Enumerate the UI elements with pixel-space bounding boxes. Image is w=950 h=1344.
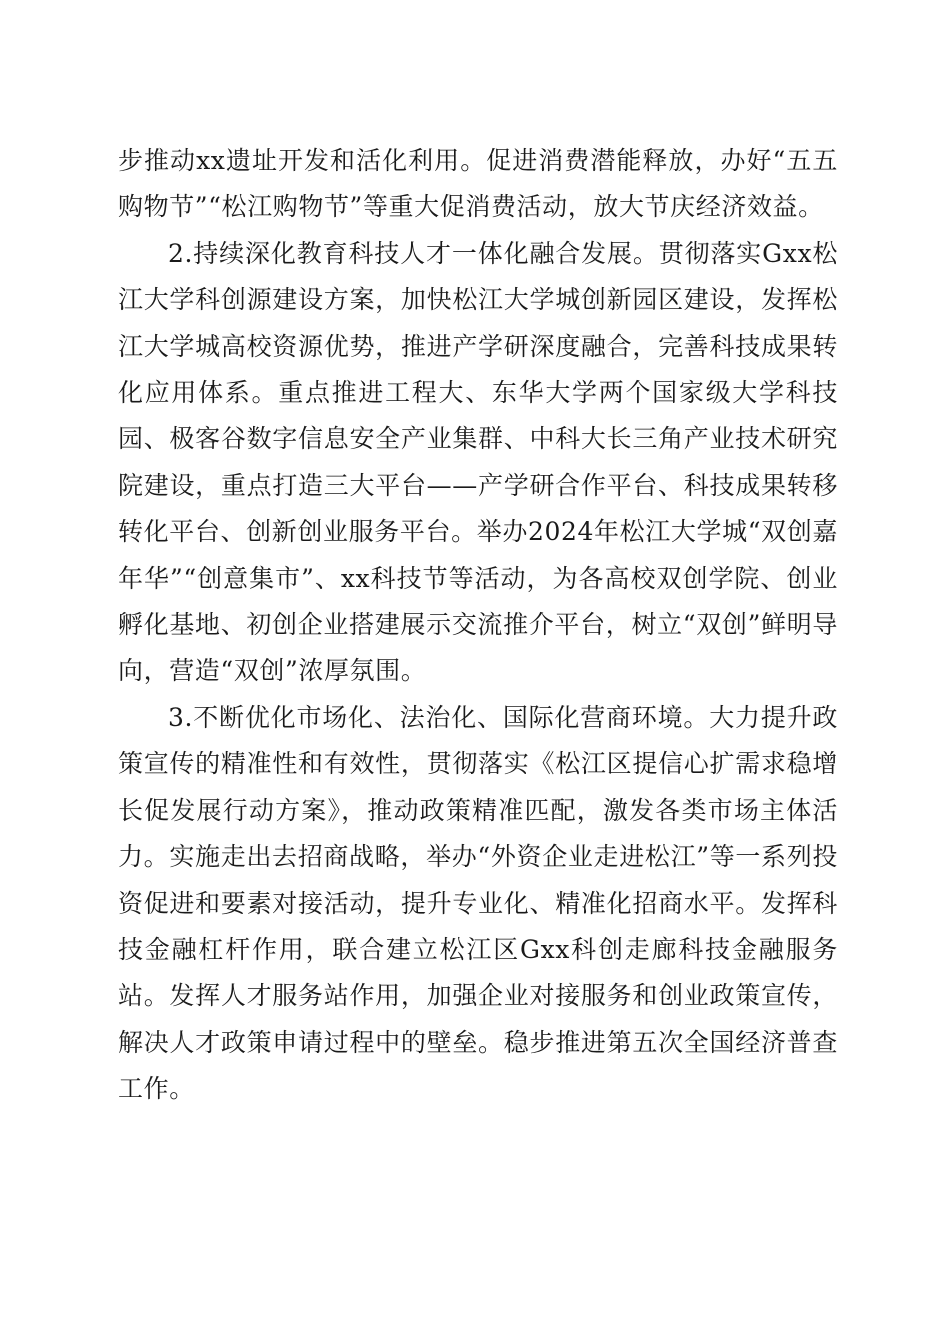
paragraph-item-2: 2.持续深化教育科技人才一体化融合发展。贯彻落实Gxx松江大学科创源建设方案，加快松江大学城创新园区建设，发挥松江大学城高校资源优势，推进产学研深度融合，完善科技成果转化应用体系。重点推进工程大、东华大学两个国家级大学科技园、极客谷数字信息安全产业集群、中科大长三角产业技术研究院建设，重点打造三大平台——产学研合作平台、科技成果转移转化平台、创新创业服务平台。举办2024年松江大学城“双创嘉年华”“创意集市”、xx科技节等活动，为各高校双创学院、创业孵化基地、初创企业搭建展示交流推介平台，树立“双创”鲜明导向，营造“双创”浓厚氛围。 [118,238,838,686]
paragraph-item-3: 3.不断优化市场化、法治化、国际化营商环境。大力提升政策宣传的精准性和有效性，贯彻落实《松江区提信心扩需求稳增长促发展行动方案》，推动政策精准匹配，激发各类市场主体活力。实施走出去招商战略，举办“外资企业走进松江”等一系列投资促进和要素对接活动，提升专业化、精准化招商水平。发挥科技金融杠杆作用，联合建立松江区Gxx科创走廊科技金融服务站。发挥人才服务站作用，加强企业对接服务和创业政策宣传，解决人才政策申请过程中的壁垒。稳步推进第五次全国经济普查工作。 [118,702,838,1104]
document-body [118,138,838,1113]
paragraph-continuation: 步推动xx遗址开发和活化利用。促进消费潜能释放，办好“五五购物节”“松江购物节”等重大促消费活动，放大节庆经济效益。 [118,146,838,222]
